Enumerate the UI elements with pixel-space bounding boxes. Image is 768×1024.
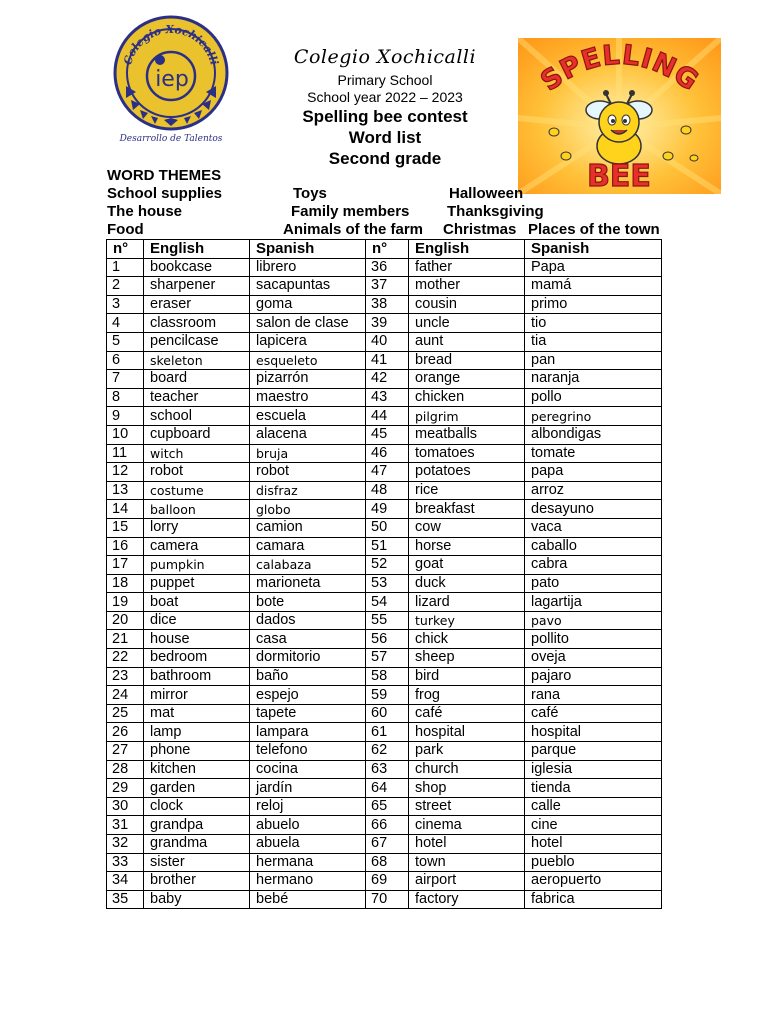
- word-number-cell: 12: [107, 463, 144, 482]
- word-cell: father: [409, 258, 525, 277]
- word-number-cell: 10: [107, 425, 144, 444]
- word-number-cell: 55: [366, 611, 409, 630]
- word-number-cell: 43: [366, 388, 409, 407]
- table-row: [107, 593, 662, 612]
- word-number-cell: 4: [107, 314, 144, 333]
- table-row: [107, 779, 662, 798]
- word-cell: pan: [525, 351, 662, 370]
- word-cell: clock: [144, 797, 250, 816]
- word-cell: airport: [409, 872, 525, 891]
- word-cell: duck: [409, 574, 525, 593]
- word-cell: tapete: [250, 704, 366, 723]
- word-cell: street: [409, 797, 525, 816]
- table-row: [107, 611, 662, 630]
- word-cell: pavo: [525, 611, 662, 630]
- table-row: [107, 463, 662, 482]
- word-number-cell: 54: [366, 593, 409, 612]
- word-cell: lizard: [409, 593, 525, 612]
- word-cell: garden: [144, 779, 250, 798]
- word-number-cell: 14: [107, 500, 144, 519]
- word-number-cell: 20: [107, 611, 144, 630]
- word-number-cell: 61: [366, 723, 409, 742]
- word-number-cell: 27: [107, 742, 144, 761]
- word-number-cell: 38: [366, 295, 409, 314]
- word-cell: cupboard: [144, 425, 250, 444]
- word-cell: pueblo: [525, 853, 662, 872]
- word-cell: tomate: [525, 444, 662, 463]
- word-cell: mirror: [144, 686, 250, 705]
- word-number-cell: 56: [366, 630, 409, 649]
- table-row: [107, 704, 662, 723]
- word-cell: librero: [250, 258, 366, 277]
- word-cell: cabra: [525, 556, 662, 575]
- theme-item: Halloween: [449, 185, 524, 202]
- word-cell: cousin: [409, 295, 525, 314]
- word-cell: factory: [409, 890, 525, 909]
- word-cell: costume: [144, 481, 250, 500]
- table-row: [107, 258, 662, 277]
- word-cell: bird: [409, 667, 525, 686]
- word-cell: breakfast: [409, 500, 525, 519]
- word-cell: tienda: [525, 779, 662, 798]
- word-number-cell: 52: [366, 556, 409, 575]
- word-cell: parque: [525, 742, 662, 761]
- theme-item: School supplies: [107, 185, 223, 202]
- word-cell: lampara: [250, 723, 366, 742]
- word-number-cell: 62: [366, 742, 409, 761]
- word-number-cell: 7: [107, 370, 144, 389]
- word-number-cell: 11: [107, 444, 144, 463]
- table-row: [107, 444, 662, 463]
- table-row: [107, 742, 662, 761]
- table-row: [107, 425, 662, 444]
- word-cell: sister: [144, 853, 250, 872]
- word-cell: classroom: [144, 314, 250, 333]
- word-number-cell: 29: [107, 779, 144, 798]
- word-cell: mamá: [525, 277, 662, 296]
- word-cell: hermano: [250, 872, 366, 891]
- word-cell: marioneta: [250, 574, 366, 593]
- word-cell: potatoes: [409, 463, 525, 482]
- word-cell: maestro: [250, 388, 366, 407]
- word-cell: hotel: [409, 835, 525, 854]
- word-number-cell: 46: [366, 444, 409, 463]
- word-number-cell: 36: [366, 258, 409, 277]
- word-cell: park: [409, 742, 525, 761]
- word-number-cell: 45: [366, 425, 409, 444]
- word-number-cell: 17: [107, 556, 144, 575]
- word-number-cell: 19: [107, 593, 144, 612]
- word-number-cell: 44: [366, 407, 409, 426]
- word-number-cell: 40: [366, 332, 409, 351]
- word-cell: café: [409, 704, 525, 723]
- word-cell: oveja: [525, 649, 662, 668]
- word-cell: albondigas: [525, 425, 662, 444]
- word-cell: espejo: [250, 686, 366, 705]
- table-row: [107, 890, 662, 909]
- word-cell: pencilcase: [144, 332, 250, 351]
- word-number-cell: 15: [107, 518, 144, 537]
- word-cell: shop: [409, 779, 525, 798]
- word-cell: hospital: [525, 723, 662, 742]
- word-cell: teacher: [144, 388, 250, 407]
- word-number-cell: 18: [107, 574, 144, 593]
- word-number-cell: 67: [366, 835, 409, 854]
- word-number-cell: 16: [107, 537, 144, 556]
- table-row: [107, 500, 662, 519]
- theme-item: Family members: [291, 203, 410, 220]
- word-number-cell: 35: [107, 890, 144, 909]
- table-row: [107, 407, 662, 426]
- table-row: [107, 574, 662, 593]
- word-number-cell: 58: [366, 667, 409, 686]
- table-row: [107, 277, 662, 296]
- word-cell: dados: [250, 611, 366, 630]
- column-header: English: [409, 240, 525, 259]
- word-number-cell: 47: [366, 463, 409, 482]
- table-row: [107, 518, 662, 537]
- word-number-cell: 23: [107, 667, 144, 686]
- table-row: [107, 649, 662, 668]
- word-cell: cinema: [409, 816, 525, 835]
- word-cell: pilgrim: [409, 407, 525, 426]
- word-cell: balloon: [144, 500, 250, 519]
- word-list-table: [106, 239, 662, 909]
- word-cell: lorry: [144, 518, 250, 537]
- word-number-cell: 39: [366, 314, 409, 333]
- word-cell: grandma: [144, 835, 250, 854]
- word-cell: escuela: [250, 407, 366, 426]
- word-number-cell: 2: [107, 277, 144, 296]
- word-cell: papa: [525, 463, 662, 482]
- word-cell: frog: [409, 686, 525, 705]
- word-cell: vaca: [525, 518, 662, 537]
- seal-ring-text: Colegio Xochicalli: [121, 22, 221, 67]
- word-number-cell: 69: [366, 872, 409, 891]
- word-number-cell: 25: [107, 704, 144, 723]
- word-cell: abuelo: [250, 816, 366, 835]
- word-cell: abuela: [250, 835, 366, 854]
- word-cell: fabrica: [525, 890, 662, 909]
- word-cell: disfraz: [250, 481, 366, 500]
- theme-item: Places of the town: [528, 221, 660, 238]
- table-row: [107, 537, 662, 556]
- word-cell: hermana: [250, 853, 366, 872]
- theme-item: Food: [107, 221, 144, 238]
- word-cell: boat: [144, 593, 250, 612]
- word-number-cell: 68: [366, 853, 409, 872]
- word-cell: bebé: [250, 890, 366, 909]
- word-cell: baby: [144, 890, 250, 909]
- table-row: [107, 835, 662, 854]
- word-cell: caballo: [525, 537, 662, 556]
- word-number-cell: 9: [107, 407, 144, 426]
- word-cell: grandpa: [144, 816, 250, 835]
- word-cell: cocina: [250, 760, 366, 779]
- word-number-cell: 50: [366, 518, 409, 537]
- word-cell: chick: [409, 630, 525, 649]
- word-cell: calle: [525, 797, 662, 816]
- word-cell: bookcase: [144, 258, 250, 277]
- table-row: [107, 388, 662, 407]
- word-cell: tio: [525, 314, 662, 333]
- school-name: Colegio Xochicalli: [293, 46, 477, 68]
- word-cell: rice: [409, 481, 525, 500]
- word-cell: café: [525, 704, 662, 723]
- theme-item: Thanksgiving: [447, 203, 544, 220]
- contest-title: Spelling bee contest: [302, 107, 468, 126]
- badge-spelling-text: SPELLING: [535, 39, 705, 98]
- word-cell: pato: [525, 574, 662, 593]
- table-row: [107, 686, 662, 705]
- word-cell: cine: [525, 816, 662, 835]
- word-cell: pumpkin: [144, 556, 250, 575]
- word-cell: sacapuntas: [250, 277, 366, 296]
- school-level: Primary School: [337, 72, 433, 88]
- table-row: [107, 556, 662, 575]
- table-row: [107, 481, 662, 500]
- word-cell: eraser: [144, 295, 250, 314]
- word-number-cell: 32: [107, 835, 144, 854]
- themes-heading: WORD THEMES: [107, 167, 222, 184]
- word-cell: sharpener: [144, 277, 250, 296]
- word-cell: town: [409, 853, 525, 872]
- word-cell: dormitorio: [250, 649, 366, 668]
- word-cell: Papa: [525, 258, 662, 277]
- word-number-cell: 1: [107, 258, 144, 277]
- word-cell: dice: [144, 611, 250, 630]
- word-cell: kitchen: [144, 760, 250, 779]
- word-number-cell: 3: [107, 295, 144, 314]
- column-header: Spanish: [250, 240, 366, 259]
- table-row: [107, 630, 662, 649]
- column-header: Spanish: [525, 240, 662, 259]
- word-cell: chicken: [409, 388, 525, 407]
- word-cell: goma: [250, 295, 366, 314]
- word-cell: mat: [144, 704, 250, 723]
- word-cell: esqueleto: [250, 351, 366, 370]
- table-row: [107, 872, 662, 891]
- list-title: Word list: [348, 128, 422, 147]
- table-row: [107, 351, 662, 370]
- word-number-cell: 13: [107, 481, 144, 500]
- word-cell: aunt: [409, 332, 525, 351]
- theme-item: Christmas: [443, 221, 517, 238]
- word-cell: house: [144, 630, 250, 649]
- theme-item: Animals of the farm: [283, 221, 424, 238]
- document-header: [240, 44, 530, 169]
- word-number-cell: 5: [107, 332, 144, 351]
- word-cell: mother: [409, 277, 525, 296]
- word-number-cell: 63: [366, 760, 409, 779]
- table-row: [107, 797, 662, 816]
- word-cell: witch: [144, 444, 250, 463]
- word-cell: tia: [525, 332, 662, 351]
- word-cell: phone: [144, 742, 250, 761]
- word-number-cell: 64: [366, 779, 409, 798]
- word-cell: bread: [409, 351, 525, 370]
- word-number-cell: 33: [107, 853, 144, 872]
- word-cell: sheep: [409, 649, 525, 668]
- word-cell: horse: [409, 537, 525, 556]
- seal-motto: Desarrollo de Talentos: [119, 134, 223, 144]
- word-number-cell: 22: [107, 649, 144, 668]
- word-themes: [107, 167, 667, 239]
- word-cell: robot: [250, 463, 366, 482]
- word-cell: arroz: [525, 481, 662, 500]
- word-number-cell: 60: [366, 704, 409, 723]
- word-number-cell: 51: [366, 537, 409, 556]
- column-header: n°: [107, 240, 144, 259]
- word-cell: pollo: [525, 388, 662, 407]
- word-number-cell: 57: [366, 649, 409, 668]
- word-cell: peregrino: [525, 407, 662, 426]
- word-cell: salon de clase: [250, 314, 366, 333]
- word-number-cell: 49: [366, 500, 409, 519]
- word-cell: skeleton: [144, 351, 250, 370]
- word-number-cell: 6: [107, 351, 144, 370]
- seal-initials: iep: [155, 67, 189, 92]
- word-cell: bruja: [250, 444, 366, 463]
- word-number-cell: 26: [107, 723, 144, 742]
- word-cell: reloj: [250, 797, 366, 816]
- grade-title: Second grade: [328, 149, 442, 168]
- word-number-cell: 65: [366, 797, 409, 816]
- word-cell: rana: [525, 686, 662, 705]
- word-number-cell: 21: [107, 630, 144, 649]
- word-cell: lapicera: [250, 332, 366, 351]
- word-cell: camion: [250, 518, 366, 537]
- word-cell: pajaro: [525, 667, 662, 686]
- table-row: [107, 332, 662, 351]
- word-number-cell: 59: [366, 686, 409, 705]
- word-cell: brother: [144, 872, 250, 891]
- word-number-cell: 53: [366, 574, 409, 593]
- word-cell: baño: [250, 667, 366, 686]
- word-cell: iglesia: [525, 760, 662, 779]
- table-row: [107, 723, 662, 742]
- word-cell: hospital: [409, 723, 525, 742]
- word-number-cell: 34: [107, 872, 144, 891]
- word-cell: lagartija: [525, 593, 662, 612]
- word-cell: bedroom: [144, 649, 250, 668]
- word-cell: desayuno: [525, 500, 662, 519]
- table-row: [107, 314, 662, 333]
- word-number-cell: 28: [107, 760, 144, 779]
- word-cell: pollito: [525, 630, 662, 649]
- word-cell: bathroom: [144, 667, 250, 686]
- word-cell: board: [144, 370, 250, 389]
- word-number-cell: 8: [107, 388, 144, 407]
- word-number-cell: 42: [366, 370, 409, 389]
- table-row: [107, 667, 662, 686]
- badge-bee-text: BEE: [587, 159, 651, 194]
- school-year: School year 2022 – 2023: [307, 89, 463, 105]
- word-cell: school: [144, 407, 250, 426]
- word-cell: lamp: [144, 723, 250, 742]
- table-row: [107, 370, 662, 389]
- word-cell: naranja: [525, 370, 662, 389]
- word-cell: alacena: [250, 425, 366, 444]
- word-cell: tomatoes: [409, 444, 525, 463]
- word-cell: camara: [250, 537, 366, 556]
- word-cell: meatballs: [409, 425, 525, 444]
- word-cell: camera: [144, 537, 250, 556]
- word-number-cell: 41: [366, 351, 409, 370]
- word-cell: globo: [250, 500, 366, 519]
- word-number-cell: 70: [366, 890, 409, 909]
- word-number-cell: 37: [366, 277, 409, 296]
- column-header: n°: [366, 240, 409, 259]
- column-header: English: [144, 240, 250, 259]
- table-row: [107, 760, 662, 779]
- word-cell: primo: [525, 295, 662, 314]
- word-cell: casa: [250, 630, 366, 649]
- word-cell: church: [409, 760, 525, 779]
- word-cell: pizarrón: [250, 370, 366, 389]
- word-cell: robot: [144, 463, 250, 482]
- word-number-cell: 31: [107, 816, 144, 835]
- theme-item: The house: [107, 203, 183, 220]
- word-cell: cow: [409, 518, 525, 537]
- table-row: [107, 295, 662, 314]
- word-cell: hotel: [525, 835, 662, 854]
- word-cell: telefono: [250, 742, 366, 761]
- word-number-cell: 30: [107, 797, 144, 816]
- word-cell: aeropuerto: [525, 872, 662, 891]
- word-number-cell: 66: [366, 816, 409, 835]
- word-cell: goat: [409, 556, 525, 575]
- word-cell: uncle: [409, 314, 525, 333]
- word-cell: bote: [250, 593, 366, 612]
- school-seal: [112, 14, 230, 144]
- word-cell: turkey: [409, 611, 525, 630]
- word-cell: orange: [409, 370, 525, 389]
- word-cell: jardín: [250, 779, 366, 798]
- word-cell: puppet: [144, 574, 250, 593]
- table-row: [107, 816, 662, 835]
- table-row: [107, 853, 662, 872]
- table-header-row: [107, 240, 662, 259]
- word-number-cell: 24: [107, 686, 144, 705]
- theme-item: Toys: [293, 185, 327, 202]
- word-cell: calabaza: [250, 556, 366, 575]
- word-number-cell: 48: [366, 481, 409, 500]
